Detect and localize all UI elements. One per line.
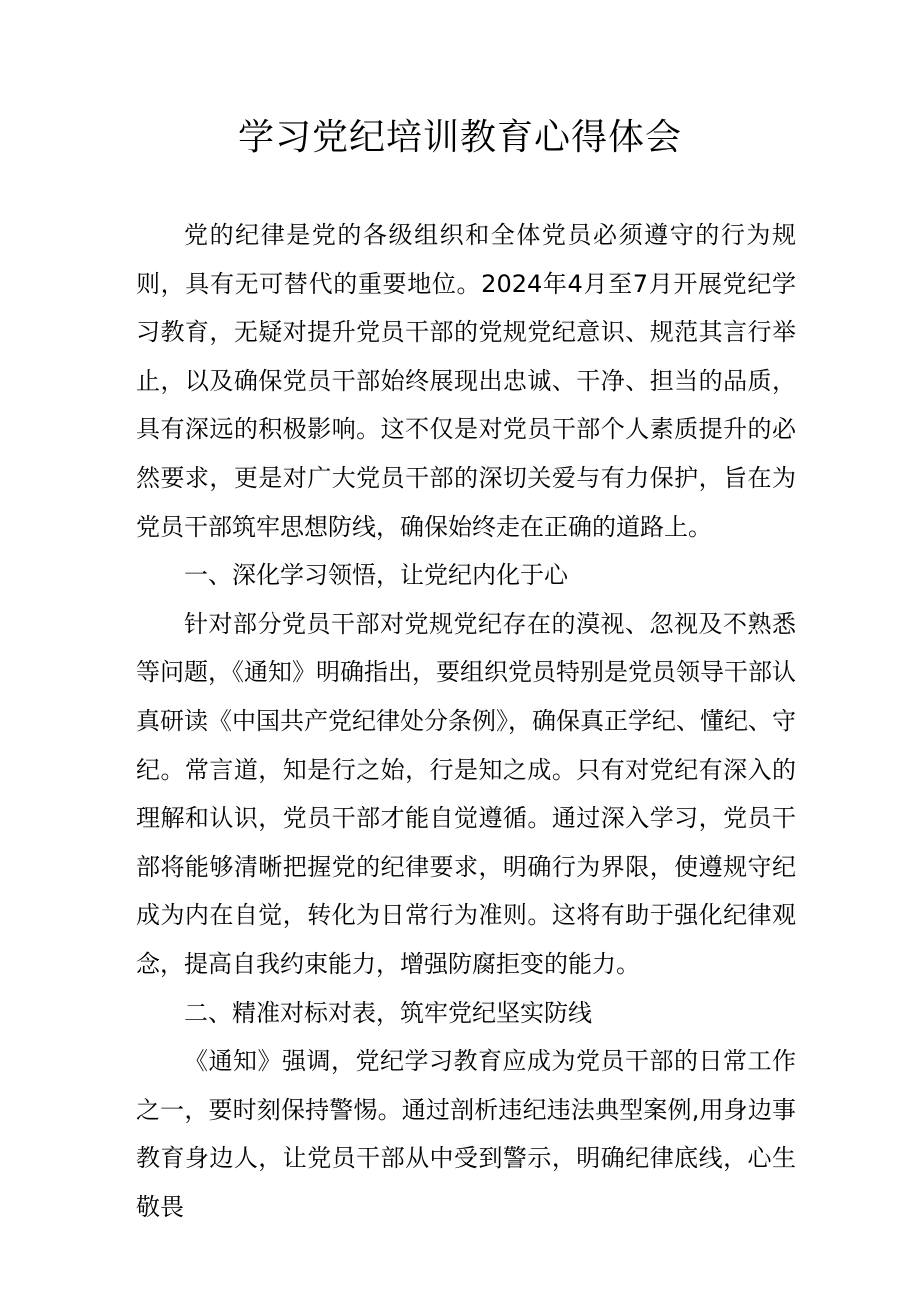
section-heading-1: 一、深化学习领悟，让党纪内化于心 [184,561,568,590]
paragraph-section-2: 《通知》强调，党纪学习教育应成为党员干部的日常工作之一，要时刻保持警惕。通过剖析违纪违法典型案例,用身边事教育身边人，让党员干部从中受到警示，明确纪律底线，心生敬畏 [136,1047,796,1221]
document-body [136,211,796,1231]
section-heading-2: 二、精准对标对表，筑牢党纪坚实防线 [184,998,592,1027]
document-title: 学习党纪培训教育心得体会 [237,117,682,158]
paragraph-section-1: 针对部分党员干部对党规党纪存在的漠视、忽视及不熟悉等问题，《通知》明确指出，要组织党员特别是党员领导干部认真研读《中国共产党纪律处分条例》，确保真正学纪、懂纪、守纪。常言道，知是行之始，行是知之成。只有对党纪有深入的理解和认识，党员干部才能自觉遵循。通过深入学习，党员干部将能够清晰把握党的纪律要求，明确行为界限，使遵规守纪成为内在自觉，转化为日常行为准则。这将有助于强化纪律观念，提高自我约束能力，增强防腐拒变的能力。 [136,609,796,978]
paragraph-intro: 党的纪律是党的各级组织和全体党员必须遵守的行为规则，具有无可替代的重要地位。2024年4月至7月开展党纪学习教育，无疑对提升党员干部的党规党纪意识、规范其言行举止，以及确保党员干部始终展现出忠诚、干净、担当的品质，具有深远的积极影响。这不仅是对党员干部个人素质提升的必然要求，更是对广大党员干部的深切关爱与有力保护，旨在为党员干部筑牢思想防线，确保始终走在正确的道路上。 [136,221,796,541]
